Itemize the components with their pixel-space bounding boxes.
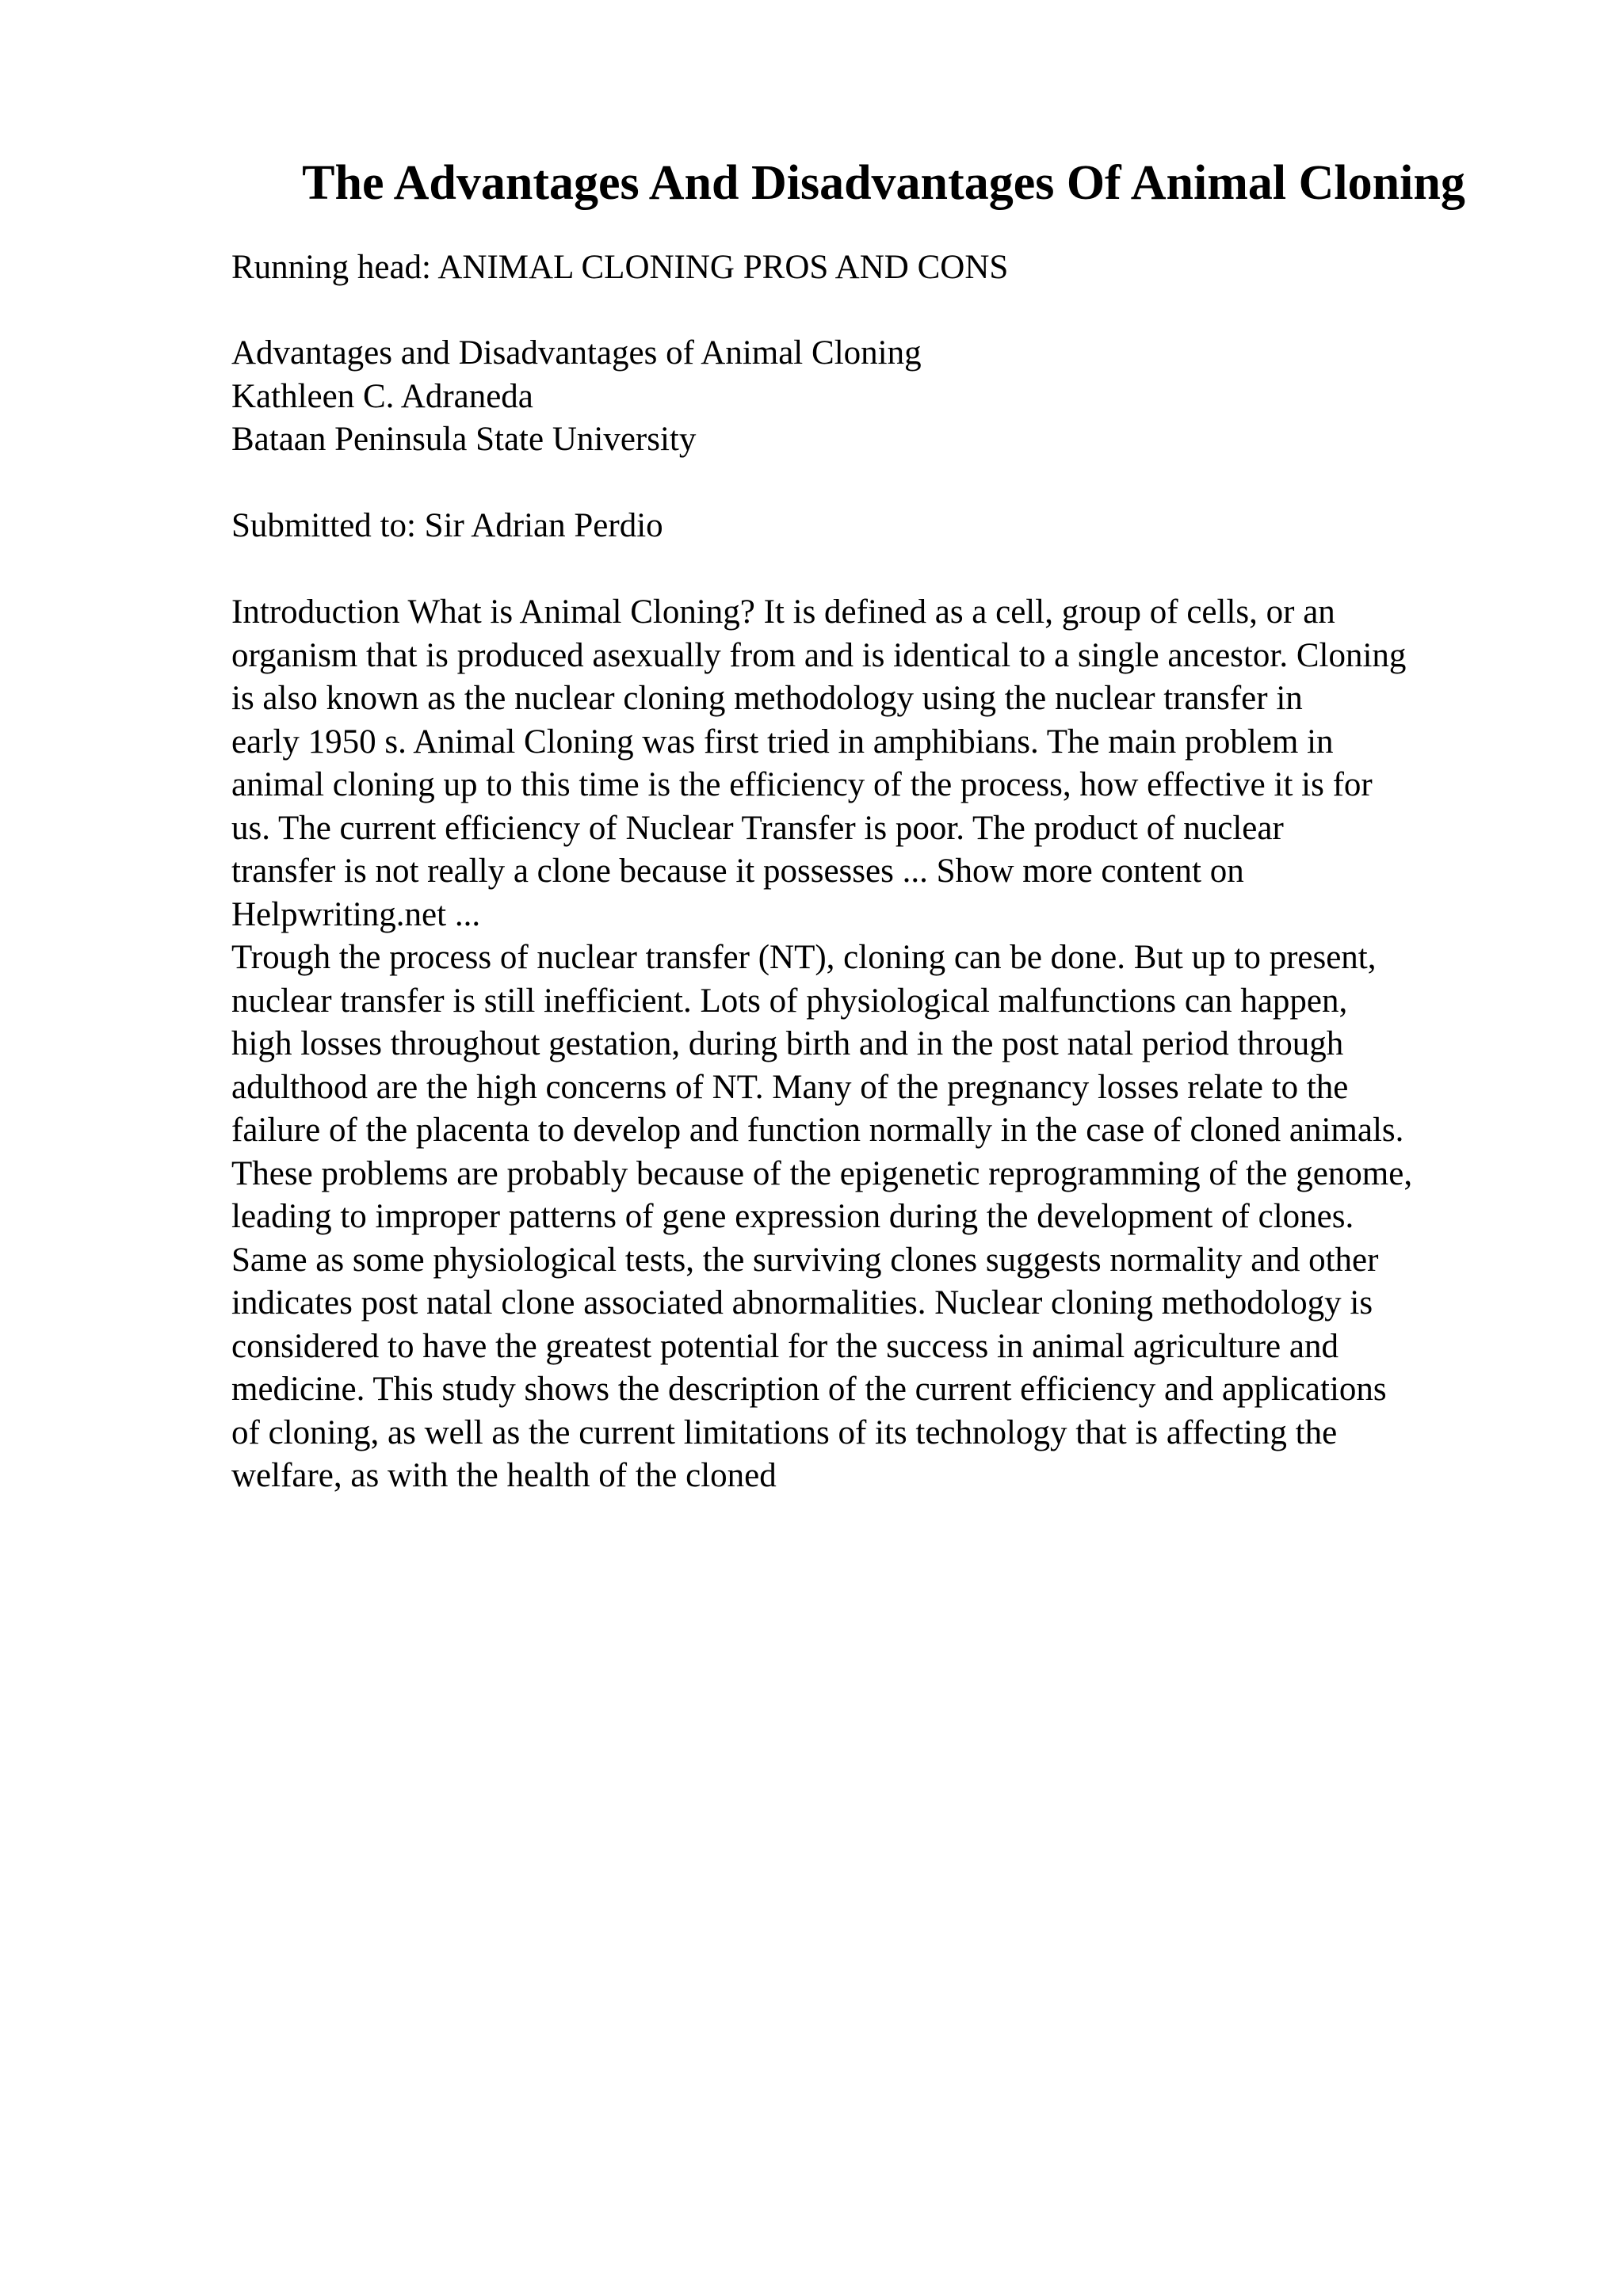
body-line: early 1950 s. Animal Cloning was first tried in amphibians. The main problem in [231,723,1334,761]
body-line: Trough the process of nuclear transfer (NT), cloning can be done. But up to present, [231,939,1377,976]
running-head: Running head: ANIMAL CLONING PROS AND CONS [231,249,1009,286]
body-line: welfare, as with the health of the cloned [231,1457,777,1494]
body-line: failure of the placenta to develop and function normally in the case of cloned animals. [231,1112,1404,1149]
body-line: is also known as the nuclear cloning methodology using the nuclear transfer in [231,680,1303,717]
body-line: These problems are probably because of the epigenetic reprogramming of the genome, [231,1154,1413,1192]
body-line: indicates post natal clone associated abnormalities. Nuclear cloning methodology is [231,1284,1373,1322]
author-name: Kathleen C. Adraneda [231,377,533,415]
body-text [231,591,1579,1498]
body-line: Helpwriting.net ... [231,895,481,933]
institution: Bataan Peninsula State University [231,421,697,458]
paper-title-line: Advantages and Disadvantages of Animal Cloning [231,334,922,372]
body-line: Introduction What is Animal Cloning? It is defined as a cell, group of cells, or an [231,593,1335,631]
body-line: organism that is produced asexually from and is identical to a single ancestor. Cloning [231,636,1407,674]
body-line: medicine. This study shows the description of the current efficiency and applications [231,1371,1387,1408]
title-block [231,332,1579,462]
body-line: considered to have the greatest potential for the success in animal agriculture and [231,1327,1338,1365]
body-line: Same as some physiological tests, the surviving clones suggests normality and other [231,1241,1379,1279]
body-line: us. The current efficiency of Nuclear Transfer is poor. The product of nuclear [231,809,1284,847]
submitted-to: Submitted to: Sir Adrian Perdio [231,507,663,544]
body-line: leading to improper patterns of gene expression during the development of clones. [231,1198,1354,1235]
body-line: adulthood are the high concerns of NT. Many of the pregnancy losses relate to the [231,1068,1349,1106]
body-line: animal cloning up to this time is the efficiency of the process, how effective it is for [231,766,1373,803]
body-line: of cloning, as well as the current limitations of its technology that is affecting the [231,1413,1338,1451]
document-title: The Advantages And Disadvantages Of Animal Cloning [302,156,1465,210]
body-line: nuclear transfer is still inefficient. Lots of physiological malfunctions can happen, [231,982,1348,1020]
body-line: high losses throughout gestation, during birth and in the post natal period through [231,1025,1344,1062]
body-line: transfer is not really a clone because it possesses ... Show more content on [231,852,1244,890]
